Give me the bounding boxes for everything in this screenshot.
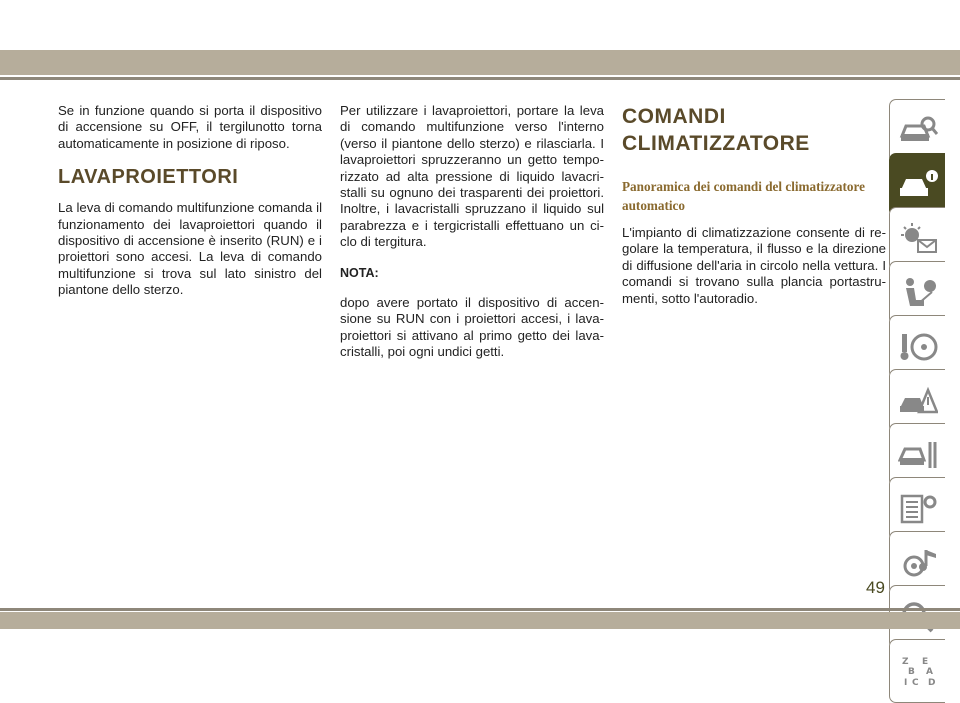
text-column-2	[340, 103, 604, 375]
heading-line-1: COMANDI	[622, 105, 726, 128]
svg-text:A: A	[925, 667, 933, 677]
svg-text:C: C	[911, 678, 919, 688]
seat-airbag-icon	[898, 276, 938, 310]
car-search-icon	[898, 114, 938, 148]
note-body: dopo avere portato il dispositivo di accen- sione su RUN con i proiettori accesi, i lava- proiettori si attivano al primo getto dei lava- cristalli, poi ogni undici getti.	[340, 295, 604, 360]
intro-paragraph: Se in funzione quando si porta il dispositivo di accensione su OFF, il tergilunotto torna automaticamente in posizione di riposo.	[58, 103, 322, 151]
tab-index[interactable]	[889, 639, 945, 703]
svg-text:I: I	[903, 678, 907, 688]
svg-text:E: E	[921, 657, 928, 667]
top-divider-line	[0, 77, 960, 80]
svg-text:B: B	[907, 667, 915, 677]
svg-text:D: D	[927, 678, 935, 688]
warning-lights-mail-icon	[898, 222, 938, 256]
note-title: NOTA:	[340, 265, 379, 280]
heading-line-2: CLIMATIZZATORE	[622, 132, 810, 155]
section-heading-lavaproiettori: LAVAPROIETTORI	[58, 166, 239, 189]
specs-gear-icon	[898, 492, 938, 526]
index-az-icon	[898, 654, 938, 688]
climate-paragraph: L'impianto di climatizzazione consente di re- golare la temperatura, il flusso e la direzione di diffusione dell'aria in circolo nella vettura. I comandi si trovano sulla plancia portastru- menti, sotto l'autoradio.	[622, 225, 886, 306]
chapter-tab-rail	[889, 99, 947, 693]
key-steering-wheel-icon	[898, 330, 938, 364]
svg-text:Z: Z	[901, 657, 909, 667]
text-column-1	[58, 103, 322, 313]
car-info-icon	[898, 168, 938, 202]
lavaproiettori-paragraph: La leva di comando multifunzione comanda il funzionamento dei lavaproiettori quando il dispositivo di accensione è inserito (RUN) e i proiettori sono accesi. La leva di comando multifunzione si trova sul lato sinistro del piantone dello sterzo.	[58, 200, 322, 298]
text-column-3	[622, 103, 886, 321]
page-number: 49	[866, 578, 885, 597]
multimedia-icon	[898, 546, 938, 580]
car-tools-icon	[898, 438, 938, 472]
car-hazard-icon	[898, 384, 938, 418]
subheading-panoramica: Panoramica dei comandi del climatizzatore automatico	[622, 179, 865, 213]
bottom-divider-line	[0, 608, 960, 611]
usage-paragraph: Per utilizzare i lavaproiettori, portare la leva di comando multifunzione verso l'interno (verso il piantone dello sterzo) e rilasciarla. I lavaproiettori spruzzeranno un getto tempo- rizzato ad alta pressione di liquido lavacri- stalli su ognuno dei trasparenti dei proiettori. Inoltre, i lavacristalli spruzzano il liquido sul parabrezza e i tergicristalli effettuano un ci- clo di tergitura.	[340, 103, 604, 250]
section-heading-climatizzatore	[622, 103, 886, 157]
bottom-decorative-band	[0, 612, 960, 629]
top-decorative-band	[0, 50, 960, 75]
